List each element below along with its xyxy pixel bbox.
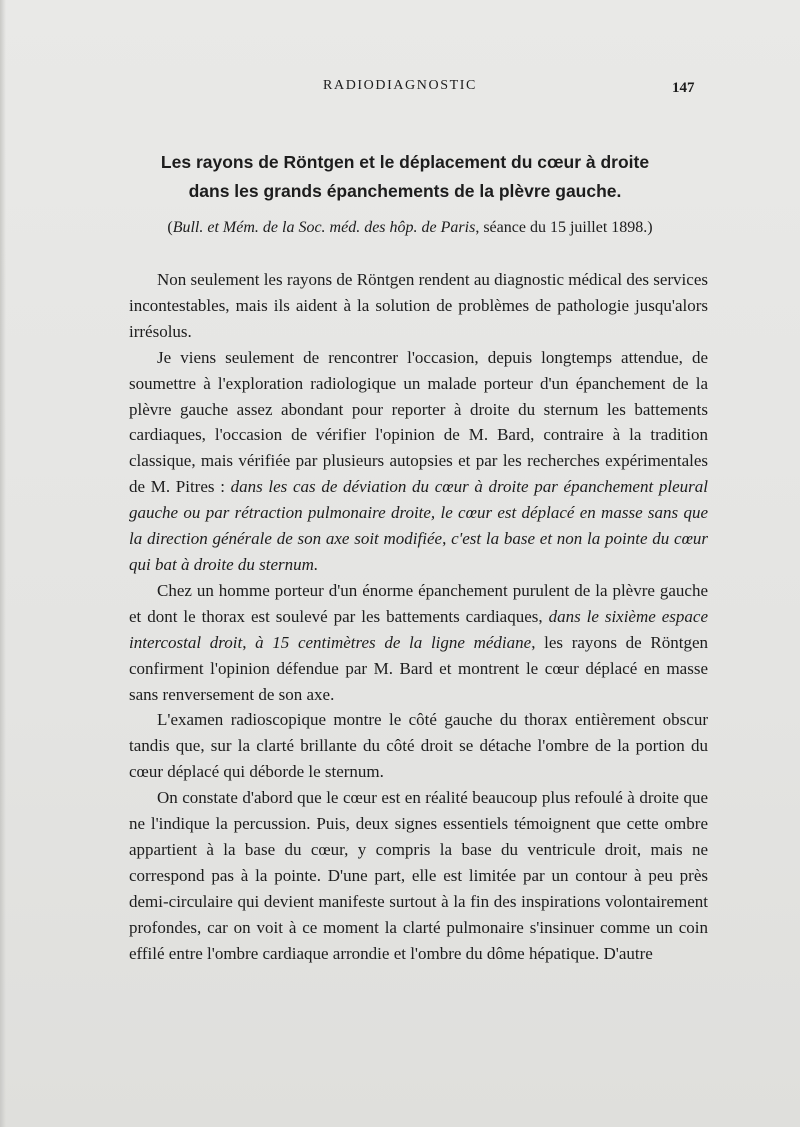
paragraph-5: On constate d'abord que le cœur est en réalité beaucoup plus refoulé à droite que ne l'indique la percussion. Puis, deux signes essentiels témoignent que cette ombre appartient à la base du cœur, y compris la base du ventricule droit, mais ne correspond pas à la pointe. D'une part, elle est limitée par un contour à peu près demi-circulaire qui devient manifeste surtout à la fin des inspirations volontairement profondes, car on voit à ce moment la clarté pulmonaire s'insinuer comme un coin effilé entre l'ombre cardiaque arrondie et l'ombre du dôme hépatique. D'autre xyxy=(129,788,708,963)
title-line-2: dans les grands épanchements de la plèvre gauche. xyxy=(188,181,622,201)
running-head: RADIODIAGNOSTIC xyxy=(323,78,477,93)
citation-open-paren: ( xyxy=(167,219,173,236)
paragraph-2 xyxy=(129,345,708,578)
paragraph-3-comma: , xyxy=(242,632,256,652)
paragraph-3-distance: à 15 centimètres de la ligne médiane xyxy=(255,632,532,652)
citation xyxy=(0,219,800,237)
paragraph-2-part-a: Je viens seulement de rencontrer l'occasion, depuis longtemps attendue, de soumettre à l'exploration radiologique un malade porteur d'un épanchement de la plèvre gauche assez abondant pour reporter à droite du sternum les battements cardiaques, l'occasion de vérifier l'opinion de M. Bard, contraire à la tradition classique, mais vérifiée par plusieurs autopsies et par les recherches expérimentales de M. Pitres : xyxy=(129,347,708,497)
paragraph-4: L'examen radioscopique montre le côté gauche du thorax entièrement obscur tandis que, sur la clarté brillante du côté droit se détache l'ombre de la portion du cœur déplacé qui déborde le sternum. xyxy=(129,710,708,782)
title-line-1: Les rayons de Röntgen et le déplacement du cœur à droite xyxy=(160,152,650,172)
paragraph-2-conclusion: c'est la base et non la pointe du cœur qui bat à droite du sternum. xyxy=(129,529,709,574)
paragraph-3-location: dans le sixième espace intercostal droit xyxy=(129,606,708,652)
body-text xyxy=(129,267,708,966)
citation-session: , séance du 15 juillet 1898.) xyxy=(475,219,653,236)
page-number: 147 xyxy=(672,80,695,96)
citation-journal: Bull. et Mém. de la Soc. méd. des hôp. de Paris xyxy=(172,219,476,236)
paragraph-3-part-a: Chez un homme porteur d'un énorme épanchement purulent de la plèvre gauche et dont le thorax est soulevé par les battements cardiaques, xyxy=(129,580,708,626)
paragraph-3 xyxy=(129,578,708,708)
paragraph-2-quote: dans les cas de déviation du cœur à droite par épanchement pleural gauche ou par rétraction pulmonaire droite, le cœur est déplacé en masse sans que la direction générale de son axe soit modifiée xyxy=(129,477,708,549)
paragraph-2-comma: , xyxy=(442,529,452,549)
article-title xyxy=(100,148,710,206)
paragraph-1: Non seulement les rayons de Röntgen rendent au diagnostic médical des services incontestables, mais ils aident à la solution de problèmes de pathologie jusqu'alors irrésolus. xyxy=(129,270,708,341)
paragraph-3-part-e: , les rayons de Röntgen confirment l'opinion défendue par M. Bard et montrent le cœur déplacé en masse sans renversement de son axe. xyxy=(129,632,709,704)
